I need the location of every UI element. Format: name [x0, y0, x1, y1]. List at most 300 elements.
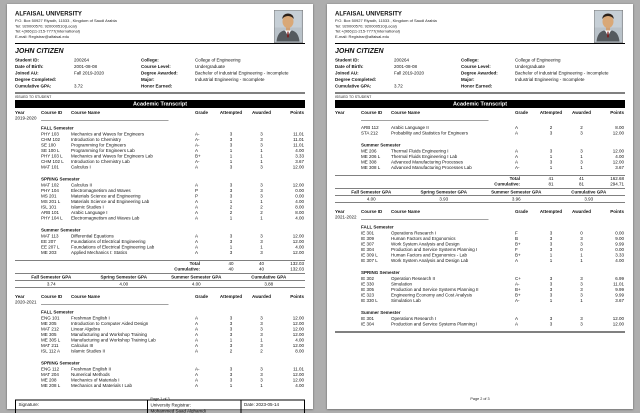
attempted-cell: 3 — [229, 193, 233, 199]
grade-cell: A- — [515, 298, 520, 303]
student-fields — [15, 57, 305, 90]
gpa-label: Spring Semester GPA — [100, 274, 147, 280]
points-cell: 8.00 — [615, 125, 624, 130]
course-id-cell: MS 201 L — [41, 199, 61, 204]
awarded-cell: 3 — [260, 372, 263, 377]
awarded-cell: 1 — [580, 154, 583, 159]
course-name-cell: Arabic Language I — [71, 210, 108, 215]
field-value: 2001-08-08 — [74, 64, 98, 69]
course-name-cell: Islamic Studies II — [71, 348, 106, 354]
grade-cell: A- — [195, 131, 200, 137]
field-value: 200264 — [74, 57, 90, 63]
course-name-cell: Advanced Manufacturing Processes Lab — [391, 165, 472, 170]
header-divider — [335, 43, 625, 44]
awarded-cell: 1 — [260, 153, 263, 159]
course-row — [15, 216, 305, 222]
transcript-body — [335, 110, 625, 333]
field-row — [141, 83, 305, 90]
cumulative-row — [15, 267, 305, 273]
awarded-cell: 2 — [260, 348, 263, 354]
course-id-cell: IE 304 — [361, 321, 375, 327]
course-name-cell: Production and Service Systems Planning I — [391, 321, 478, 327]
grade-cell: A — [515, 148, 519, 154]
course-id-cell: IE 307 L — [361, 258, 378, 263]
attempted-cell: 1 — [549, 154, 553, 159]
attempted-cell: 3 — [549, 247, 553, 252]
course-name-cell: Introduction to Chemistry Lab — [71, 159, 130, 164]
points-cell: 0.00 — [295, 188, 304, 193]
course-id-cell: MAT 102 — [41, 182, 59, 188]
awarded-cell: 3 — [260, 142, 263, 148]
attempted-cell: 1 — [229, 148, 233, 153]
attempted-cell: 3 — [229, 372, 233, 377]
grade-cell: B+ — [515, 287, 521, 292]
points-cell: 4.00 — [295, 148, 304, 153]
points-cell: 12.00 — [292, 377, 304, 383]
grade-cell: A — [195, 210, 199, 215]
course-row — [335, 131, 625, 137]
grade-cell: A — [515, 125, 519, 130]
issued-to-student-label: ISSUED TO STUDENT — [335, 95, 372, 99]
points-cell: 12.00 — [292, 326, 304, 332]
year-row — [15, 300, 305, 307]
course-name-cell: Arabic Language II — [391, 125, 429, 130]
course-name-cell: Probability and Statistics for Engineers — [391, 130, 469, 136]
awarded-cell: 1 — [260, 199, 263, 204]
points-cell: 3.67 — [615, 298, 624, 303]
course-name-cell: Materials Science and Engineering — [71, 193, 141, 199]
gpa-labels-row — [335, 189, 625, 196]
course-id-cell: PHY 104 L — [41, 215, 63, 221]
student-name: JOHN CITIZEN — [335, 46, 384, 55]
column-header-points: Points — [290, 294, 304, 299]
points-cell: 11.01 — [293, 142, 304, 148]
attempted-cell: 3 — [229, 366, 233, 372]
awarded-cell: 3 — [580, 292, 583, 298]
attempted-cell: 2 — [549, 125, 553, 130]
field-value — [195, 83, 305, 90]
attempted-cell: 1 — [549, 258, 553, 263]
course-name-cell: Thermal Fluids Engineering I Lab — [391, 154, 458, 159]
field-label: Course Level: — [461, 64, 491, 69]
course-name-cell: Calculus I — [71, 164, 91, 170]
grade-cell: A- — [515, 165, 520, 170]
grade-cell: B+ — [195, 153, 201, 159]
points-cell: 12.00 — [292, 239, 304, 244]
points-cell: 9.99 — [615, 241, 624, 247]
grade-cell: A — [515, 130, 519, 136]
gpa-label: Summer Semester GPA — [171, 274, 222, 280]
awarded-cell: 1 — [260, 215, 263, 221]
grade-cell: F — [515, 230, 518, 236]
field-label: Degree Awarded: — [461, 70, 498, 76]
awarded-cell: 3 — [260, 188, 263, 193]
course-row — [335, 165, 625, 171]
awarded-cell: 3 — [260, 164, 263, 170]
page-2 — [327, 4, 633, 409]
semester-gap — [335, 136, 625, 139]
transcript-title-bar: Academic Transcript — [15, 100, 305, 108]
address-line: E-mail: Registrar@alfaisal.edu — [15, 34, 70, 39]
awarded-cell: 3 — [260, 315, 263, 321]
address-line: Tel: 920000570; 920000510(Local) — [335, 23, 397, 29]
points-cell: 12.00 — [292, 372, 304, 377]
course-name-cell: Simulation Lab — [391, 298, 421, 303]
attempted-cell: 2 — [229, 210, 233, 215]
cumulative-points: 132.03 — [290, 266, 304, 272]
grade-cell: A — [195, 148, 199, 153]
grade-cell: A — [195, 315, 199, 321]
year-cell — [15, 216, 41, 222]
awarded-cell: 3 — [260, 366, 263, 372]
course-name-cell: Human Factors and Ergonomics — [391, 236, 456, 241]
course-id-cell: SE 100 — [41, 142, 56, 148]
points-cell: 9.99 — [615, 292, 624, 298]
course-id-cell: ARB 101 — [41, 210, 60, 215]
year-cell — [15, 250, 41, 256]
column-header-course-name: Course Name — [391, 209, 421, 214]
points-cell: 3.33 — [295, 153, 304, 159]
year-cell — [335, 131, 361, 137]
attempted-cell: 1 — [229, 244, 233, 250]
grade-cell: A- — [515, 281, 520, 287]
gpa-summary — [335, 189, 625, 204]
course-name-cell: Electromagnetism and Waves Lab — [71, 215, 140, 221]
cumulative-awarded: 81 — [578, 181, 584, 187]
awarded-cell: 2 — [580, 125, 583, 130]
grade-cell: A — [195, 377, 199, 383]
signature-label: Signature: — [18, 402, 40, 407]
page-wrap-2 — [327, 4, 633, 409]
column-header-course-name: Course Name — [71, 110, 101, 115]
awarded-cell: 1 — [260, 337, 263, 343]
course-name-cell: Introduction to Computer Aided Design — [71, 321, 149, 326]
student-fields-right — [141, 57, 305, 90]
awarded-cell: 3 — [260, 193, 263, 199]
grade-cell: A- — [195, 137, 200, 142]
points-cell: 12.00 — [292, 321, 304, 326]
course-name-cell: Freshman English II — [71, 366, 112, 372]
awarded-cell: 1 — [260, 148, 263, 153]
points-cell: 12.00 — [292, 332, 304, 337]
field-value: College of Engineering — [515, 57, 561, 63]
points-cell: 8.00 — [295, 348, 304, 354]
header-underline — [41, 120, 169, 121]
course-id-cell: MAT 101 — [41, 164, 59, 170]
year-row — [335, 116, 625, 123]
points-cell: 12.00 — [292, 250, 304, 255]
grade-cell: A — [515, 316, 519, 321]
cumulative-points: 294.71 — [610, 181, 624, 187]
awarded-cell: 3 — [580, 130, 583, 136]
year-value: 2020-2021 — [15, 299, 37, 305]
course-id-cell: STA 212 — [361, 130, 378, 136]
attempted-cell: 3 — [229, 250, 233, 255]
address-line: P.O. Box 50927 Riyadh, 11533 , Kingdom of Saudi Arabia — [15, 18, 117, 23]
field-row — [15, 83, 141, 90]
column-header-course-name: Course Name — [391, 110, 421, 115]
awarded-cell: 3 — [260, 137, 263, 142]
course-id-cell: MAT 211 — [41, 343, 59, 348]
points-cell: 12.00 — [612, 130, 624, 136]
awarded-cell: 3 — [580, 148, 583, 154]
header-underline — [41, 304, 169, 305]
course-id-cell: IE 330 — [361, 281, 375, 287]
total-awarded: 40 — [258, 261, 264, 266]
semester-header: FALL Semester — [41, 309, 74, 315]
column-header-course-name: Course Name — [71, 294, 101, 299]
year-cell — [335, 322, 361, 328]
student-fields-left — [15, 57, 141, 90]
grade-cell: A — [195, 215, 199, 221]
course-name-cell: Differential Equations — [71, 233, 114, 239]
awarded-cell: 3 — [260, 326, 263, 332]
course-id-cell: MAT 212 — [41, 326, 59, 332]
field-label: Honor Earned: — [461, 83, 493, 89]
cumulative-attempted: 40 — [228, 266, 234, 272]
awarded-cell: 3 — [260, 321, 263, 326]
column-header-awarded: Awarded — [572, 110, 591, 115]
attempted-cell: 3 — [549, 321, 553, 327]
attempted-cell: 3 — [229, 137, 233, 142]
awarded-cell: 1 — [260, 159, 263, 164]
course-id-cell: ISL 112 A — [41, 348, 61, 354]
course-row — [335, 258, 625, 264]
grade-cell: P — [195, 188, 199, 193]
year-cell — [335, 165, 361, 171]
grade-cell: C+ — [515, 276, 521, 281]
attempted-cell: 1 — [549, 252, 553, 258]
column-header-attempted: Attempted — [219, 294, 243, 299]
awarded-cell: 3 — [580, 321, 583, 327]
field-label: Degree Completed: — [335, 77, 377, 82]
attempted-cell: 3 — [229, 343, 233, 348]
course-id-cell: ENG 101 — [41, 315, 60, 321]
header-underline — [361, 219, 489, 220]
semester-header: SPRING Semester — [41, 176, 80, 182]
attempted-cell: 3 — [229, 315, 233, 321]
cumulative-label: Cumulative: — [174, 266, 200, 272]
semester-gap — [15, 170, 305, 173]
total-label: Total — [189, 261, 200, 266]
attempted-cell: 1 — [229, 199, 233, 204]
grade-cell: B+ — [515, 252, 521, 258]
attempted-cell: 3 — [229, 321, 233, 326]
grade-cell: A — [515, 321, 519, 327]
field-label: Degree Awarded: — [141, 70, 178, 76]
column-header-grade: Grade — [515, 209, 529, 214]
grade-cell: F — [515, 247, 518, 252]
grade-cell: A — [195, 250, 199, 255]
awarded-cell: 3 — [260, 250, 263, 255]
course-row — [15, 250, 305, 256]
awarded-cell: 0 — [580, 230, 583, 236]
gpa-summary — [15, 274, 305, 289]
totals-section — [335, 175, 625, 187]
registrar-cell — [147, 401, 241, 413]
points-cell: 11.01 — [293, 366, 304, 372]
course-name-cell: Calculus III — [71, 343, 94, 348]
gpa-label: Fall Semester GPA — [31, 274, 72, 280]
student-photo-image — [595, 11, 622, 42]
course-name-cell: Materials Science and Engineering Lab — [71, 199, 150, 204]
course-row — [335, 298, 625, 304]
column-header-attempted: Attempted — [539, 209, 563, 214]
course-name-cell: Simulation — [391, 281, 413, 287]
address-line: Tel:+(966)11-215-7777(International) — [15, 29, 80, 34]
attempted-cell: 3 — [229, 182, 233, 188]
field-label: College: — [461, 57, 479, 63]
field-value: Bachelor of Industrial Engineering - Incomplete — [515, 70, 609, 76]
course-name-cell: Thermal Fluids Engineering I — [391, 148, 449, 154]
course-id-cell: IE 301 — [361, 230, 375, 236]
course-name-cell: Production and Service Systems Planning I — [391, 247, 478, 252]
semester-header: FALL Semester — [41, 125, 74, 131]
course-name-cell: Applied Mechanics I: Statics — [71, 250, 128, 255]
awarded-cell: 1 — [580, 258, 583, 263]
points-cell: 3.67 — [615, 165, 624, 170]
grade-cell: A- — [195, 142, 200, 148]
course-id-cell: MAT 113 — [41, 233, 59, 239]
course-id-cell: CHM 102 — [41, 137, 61, 142]
course-id-cell: IE 301 — [361, 316, 375, 321]
fields-divider — [15, 93, 305, 94]
attempted-cell: 3 — [549, 130, 553, 136]
course-id-cell: IE 309 — [361, 236, 375, 241]
gpa-label: Summer Semester GPA — [491, 189, 542, 195]
year-value — [335, 116, 361, 123]
grade-cell: A — [195, 337, 199, 343]
attempted-cell: 3 — [549, 292, 553, 298]
grade-cell: A — [195, 204, 199, 210]
column-header-grade: Grade — [515, 110, 529, 115]
points-cell: 8.00 — [295, 210, 304, 215]
course-id-cell: PHY 103 L — [41, 153, 63, 159]
points-cell: 12.00 — [612, 159, 624, 165]
attempted-cell: 3 — [549, 287, 553, 292]
attempted-cell: 3 — [549, 236, 553, 241]
registrar-label: University Registrar: — [150, 402, 192, 408]
course-id-cell: SE 100 L — [41, 148, 60, 153]
field-label: Degree Completed: — [15, 77, 57, 82]
column-header-year: Year — [15, 110, 25, 115]
course-id-cell: IE 330 L — [361, 298, 378, 303]
total-label: Total — [509, 176, 520, 181]
field-value: 3.72 — [74, 83, 83, 89]
gpa-value: 3.93 — [439, 196, 449, 202]
points-cell: 4.00 — [295, 244, 304, 250]
course-name-cell: Mechanics and Materials I Lab — [71, 383, 133, 388]
gpa-label: Cumulative GPA — [251, 274, 287, 280]
field-label: Course Level: — [141, 64, 171, 69]
course-name-cell: Mechanics and Waves for Engineers — [71, 131, 145, 137]
points-cell: 3.67 — [295, 159, 304, 164]
field-label: College: — [141, 57, 159, 63]
awarded-cell: 3 — [580, 241, 583, 247]
course-name-cell: Mechanics of Materials I — [71, 377, 120, 383]
issued-to-student-label: ISSUED TO STUDENT — [15, 95, 52, 99]
university-name: ALFAISAL UNIVERSITY — [335, 10, 402, 17]
points-cell: 12.00 — [292, 233, 304, 239]
field-label: Date of Birth: — [15, 64, 44, 69]
gpa-value: 4.00 — [366, 196, 376, 202]
course-name-cell: Work System Analysis and Design — [391, 241, 460, 247]
course-id-cell: ME 203 — [41, 250, 57, 255]
column-header-grade: Grade — [195, 110, 209, 115]
course-id-cell: IE 323 — [361, 292, 375, 298]
attempted-cell: 1 — [549, 298, 553, 303]
points-cell: 12.00 — [292, 343, 304, 348]
semester-header: Summer Semester — [41, 227, 81, 233]
field-value: Industrial Engineering - Incomplete — [515, 77, 585, 82]
grade-cell: B — [515, 236, 519, 241]
gpa-value: 3.96 — [511, 196, 521, 202]
awarded-cell: 0 — [580, 247, 583, 252]
semester-gap — [15, 389, 305, 392]
course-name-cell: Operations Research I — [391, 316, 437, 321]
student-photo-image — [275, 11, 302, 42]
column-header-attempted: Attempted — [219, 110, 243, 115]
registrar-name: Mohammed Saad Alghamdi — [150, 408, 206, 413]
year-cell — [15, 165, 41, 171]
course-name-cell: Work System Analysis and Design Lab — [391, 258, 469, 263]
points-cell: 6.99 — [615, 276, 624, 281]
cumulative-label: Cumulative: — [494, 181, 520, 187]
signature-box — [15, 400, 305, 413]
awarded-cell: 3 — [260, 332, 263, 337]
course-id-cell: IE 304 — [361, 247, 375, 252]
grade-cell: A — [515, 258, 519, 263]
field-value: Undergraduate — [515, 64, 546, 69]
attempted-cell: 3 — [549, 316, 553, 321]
course-id-cell: IE 309 L — [361, 252, 378, 258]
course-name-cell: Calculus II — [71, 182, 93, 188]
course-name-cell: Manufacturing and Workshop Training Lab — [71, 337, 156, 343]
gpa-value: 4.00 — [119, 281, 129, 287]
transcript-title-bar: Academic Transcript — [335, 100, 625, 108]
awarded-cell: 2 — [260, 210, 263, 215]
points-cell: 11.01 — [293, 131, 304, 137]
attempted-cell: 1 — [229, 153, 233, 159]
signature-cell — [16, 401, 147, 413]
student-fields-right — [461, 57, 625, 90]
course-name-cell: Islamic Studies I — [71, 204, 104, 210]
points-cell: 12.00 — [612, 148, 624, 154]
course-id-cell: ME 308 L — [361, 165, 381, 170]
course-id-cell: ISL 101 — [41, 204, 57, 210]
field-value: Industrial Engineering - Incomplete — [195, 77, 265, 82]
gpa-value: 3.93 — [584, 196, 594, 202]
address-line: E-mail: Registrar@alfaisal.edu — [335, 34, 390, 39]
points-cell: 0.00 — [615, 247, 624, 252]
course-name-cell: Freshman English I — [71, 315, 110, 321]
field-value: 200264 — [394, 57, 410, 63]
attempted-cell: 1 — [549, 165, 553, 170]
total-attempted: 40 — [228, 261, 234, 266]
grade-cell: B+ — [515, 292, 521, 298]
totals-section — [15, 260, 305, 272]
address-line: Tel: 920000570; 920000510(Local) — [15, 23, 77, 29]
grade-cell: A- — [195, 159, 200, 164]
year-row — [335, 215, 625, 222]
course-id-cell: ME 305 L — [41, 337, 61, 343]
points-cell: 12.00 — [612, 321, 624, 327]
course-name-cell: Production and Service Systems Planning II — [391, 287, 479, 292]
grade-cell: A — [195, 383, 199, 388]
year-row — [15, 116, 305, 123]
page-1 — [7, 4, 313, 413]
column-header-awarded: Awarded — [252, 294, 271, 299]
